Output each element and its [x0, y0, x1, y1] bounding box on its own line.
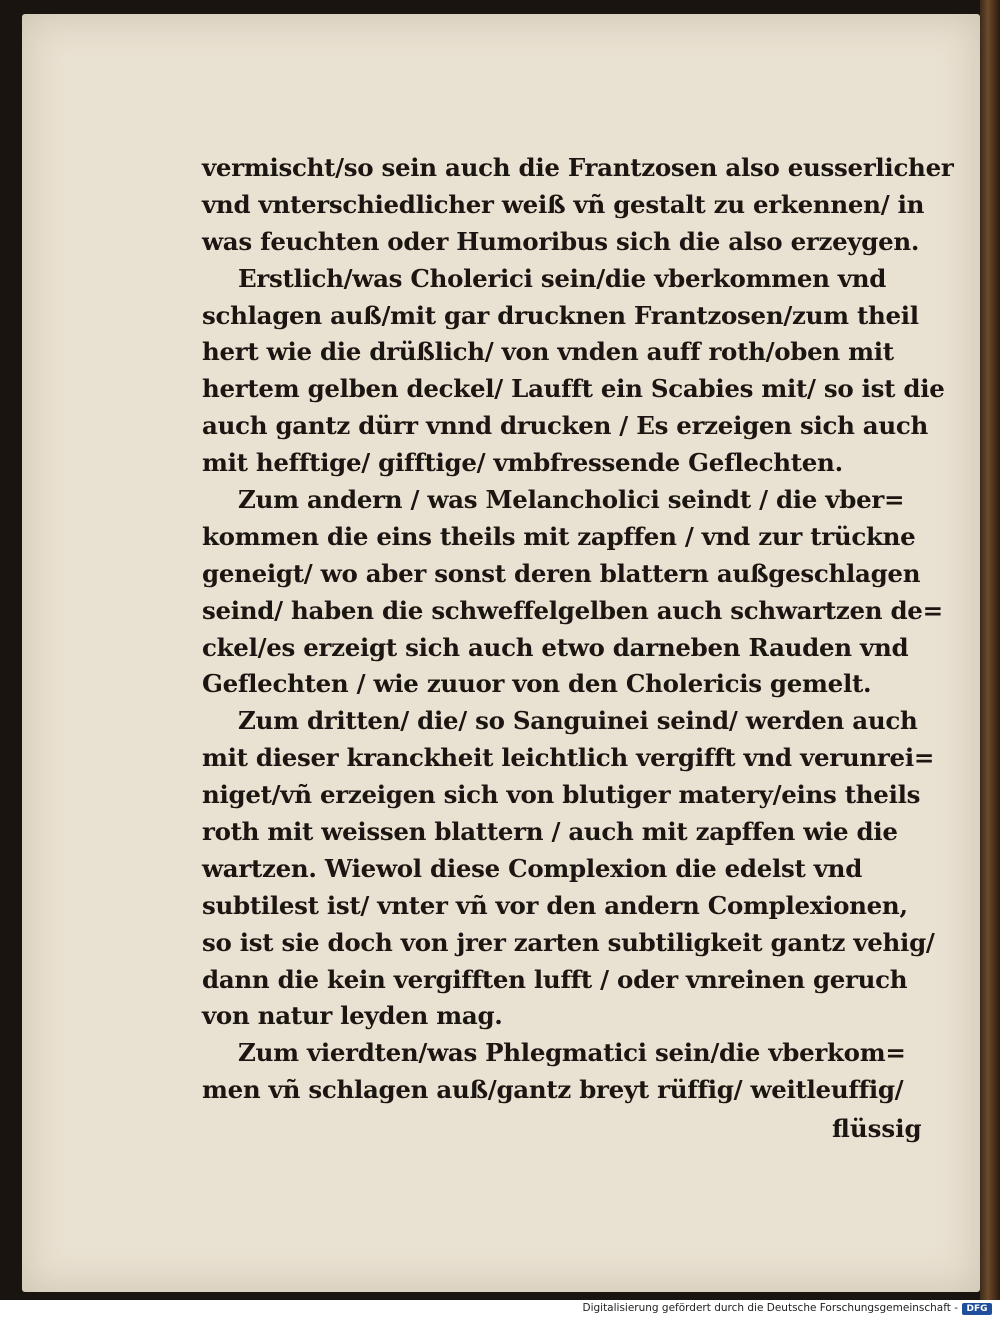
- text-line: so ist sie doch von jrer zarten subtiligkeit gantz vehig/: [202, 927, 935, 957]
- text-line: von natur leyden mag.: [202, 1001, 503, 1031]
- footer-credit: Digitalisierung gefördert durch die Deutsche Forschungsgemeinschaft -: [582, 1302, 958, 1314]
- text-line: mit hefftige/ gifftige/ vmbfressende Geflechten.: [202, 448, 843, 478]
- text-line: seind/ haben die schweffelgelben auch schwartzen de=: [202, 595, 943, 625]
- text-line: men vñ schlagen auß/gantz breyt rüffig/ weitleuffig/: [202, 1075, 904, 1105]
- text-line: schlagen auß/mit gar drucknen Frantzosen/zum theil: [202, 300, 919, 330]
- text-line: hert wie die drüßlich/ von vnden auff roth/oben mit: [202, 337, 894, 367]
- text-line: subtilest ist/ vnter vñ vor den andern Complexionen,: [202, 890, 908, 920]
- text-line: wartzen. Wiewol diese Complexion die edelst vnd: [202, 853, 863, 883]
- page-edge: [980, 0, 1000, 1300]
- text-line: mit dieser kranckheit leichtlich vergifft vnd verunrei=: [202, 743, 935, 773]
- text-line: Zum dritten/ die/ so Sanguinei seind/ werden auch: [238, 706, 918, 736]
- dfg-logo: DFG: [962, 1303, 992, 1315]
- footer-bar: [0, 1300, 1000, 1318]
- text-line: dann die kein vergifften lufft / oder vnreinen geruch: [202, 964, 908, 994]
- text-line: auch gantz dürr vnnd drucken / Es erzeigen sich auch: [202, 411, 929, 441]
- text-line: Geflechten / wie zuuor von den Cholericis gemelt.: [202, 669, 872, 699]
- text-line: Zum andern / was Melancholici seindt / die vber=: [238, 485, 905, 515]
- text-line: roth mit weissen blattern / auch mit zapffen wie die: [202, 817, 898, 847]
- text-line: kommen die eins theils mit zapffen / vnd zur trückne: [202, 521, 916, 551]
- text-line: vnd vnterschiedlicher weiß vñ gestalt zu erkennen/ in: [202, 189, 925, 219]
- text-line: geneigt/ wo aber sonst deren blattern außgeschlagen: [202, 558, 921, 588]
- text-line: vermischt/so sein auch die Frantzosen also eusserlicher: [202, 153, 954, 182]
- body-text: [202, 150, 954, 1109]
- text-line: Erstlich/was Cholerici sein/die vberkommen vnd: [238, 263, 887, 293]
- text-line: hertem gelben deckel/ Laufft ein Scabies mit/ so ist die: [202, 374, 945, 404]
- catchword: flüssig: [832, 1114, 922, 1143]
- text-line: ckel/es erzeigt sich auch etwo darneben Rauden vnd: [202, 632, 909, 662]
- text-line: Zum vierdten/was Phlegmatici sein/die vberkom=: [238, 1038, 906, 1068]
- text-line: niget/vñ erzeigen sich von blutiger matery/eins theils: [202, 780, 921, 810]
- text-line: was feuchten oder Humoribus sich die also erzeygen.: [202, 226, 920, 256]
